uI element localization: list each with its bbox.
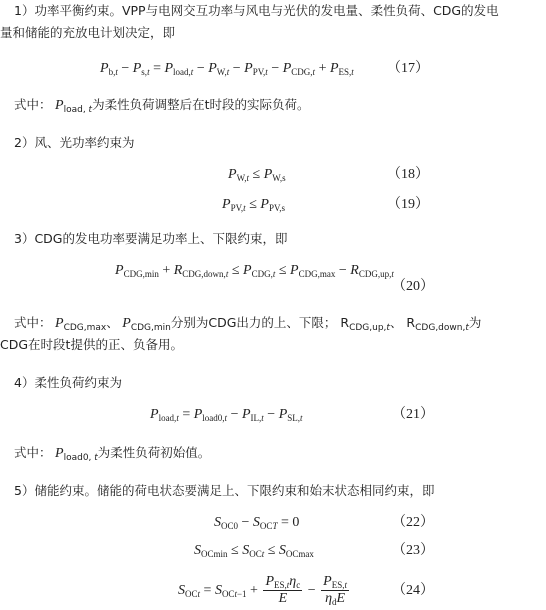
equation-20: $P_{CDG,min} + R_{CDG,down,t} \le P_{CDG,t} \le P_{CDG,max} - R_{CDG,up,t}$ [115, 263, 394, 279]
note-prefix: 式中： [14, 445, 52, 460]
paragraph-cdg: 3）CDG的发电功率要满足功率上、下限约束，即 [14, 231, 288, 246]
equation-20-number-row [0, 276, 546, 298]
note-eq20-line1: 式中： $P_{CDG,max}$、 $P_{CDG,min}$分别为CDG出力的上、下限； $R_{CDG,up,t}$、 $R_{CDG,down,t}$为 [14, 315, 482, 333]
note-eq17: 式中： $P_{load, t}$为柔性负荷调整后在t时段的实际负荷。 [14, 97, 310, 115]
note-text: 为柔性负荷初始值。 [97, 445, 211, 460]
equation-19: $P_{PV,t} \le P_{PV,s}$ （19） [0, 194, 546, 216]
equation-number: （21） [392, 407, 434, 422]
note-text: 分别为CDG出力的上、下限； [170, 315, 337, 330]
equation-number: （22） [392, 515, 434, 530]
note-eq21: 式中： $P_{load0, t}$为柔性负荷初始值。 [14, 445, 211, 463]
paragraph-power-balance-line2: 量和储能的充放电计划决定，即 [0, 25, 176, 40]
equation-21: $P_{load,t} = P_{load0,t} - P_{IL,t} - P_{SL,t}$ （21） [0, 404, 546, 426]
note-text: 为 [468, 315, 482, 330]
note-prefix: 式中： [14, 315, 52, 330]
equation-22: $S_{OC0} - S_{OCT} = 0$ （22） [0, 512, 546, 534]
equation-23: $S_{OCmin} \le S_{OCt} \le S_{OCmax}$ （23） [0, 540, 546, 562]
equation-number: （18） [387, 167, 429, 182]
equation-number: （20） [392, 279, 434, 294]
note-prefix: 式中： [14, 97, 52, 112]
equation-17: $P_{b,t} - P_{s,t} = P_{load,t} - P_{W,t} - P_{PV,t} - P_{CDG,t} + P_{ES,t}$ （17） [0, 58, 546, 80]
paragraph-wind-pv: 2）风、光功率约束为 [14, 135, 135, 150]
note-text: 为柔性负荷调整后在t时段的实际负荷。 [92, 97, 310, 112]
note-eq20-line2: CDG在时段t提供的正、负备用。 [0, 337, 183, 352]
equation-24: $S_{OCt} = S_{OCt-1}$ + $\frac{P_{ES,t}\eta_c}{E}$ − $\frac{P_{ES,t}}{\eta_dE}$ （24） [178, 574, 434, 608]
equation-number: （17） [387, 61, 429, 76]
paragraph-storage: 5）储能约束。储能的荷电状态要满足上、下限约束和始末状态相同约束，即 [14, 483, 435, 498]
equation-18: $P_{W,t} \le P_{W,s}$ （18） [0, 164, 546, 186]
paragraph-power-balance-line1: 1）功率平衡约束。VPP与电网交互功率与风电与光伏的发电量、柔性负荷、CDG的发电 [14, 3, 499, 18]
note-separator: 、 [389, 315, 403, 330]
equation-number: （19） [387, 197, 429, 212]
paragraph-flexible-load: 4）柔性负荷约束为 [14, 375, 122, 390]
equation-number: （23） [392, 543, 434, 558]
equation-number: （24） [392, 583, 434, 598]
